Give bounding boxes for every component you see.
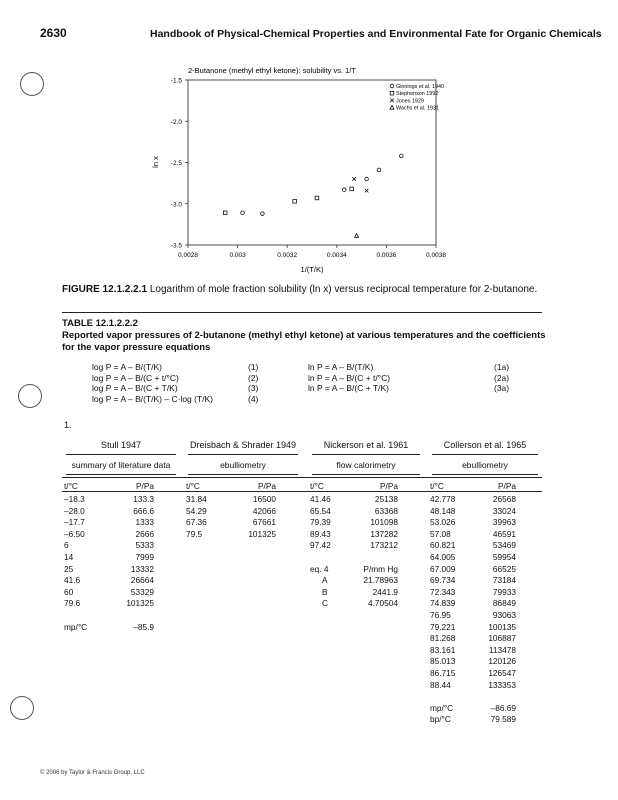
group-title: Stull 1947	[100, 440, 142, 450]
group-method: ebulliometry	[220, 460, 266, 470]
table-cell: 21.78963	[363, 575, 398, 586]
table-cell: 2441.9	[372, 586, 398, 597]
table-cell: 5333	[135, 540, 154, 551]
table-cell: 89.43	[310, 528, 331, 539]
table-label: TABLE 12.1.2.2.2	[62, 318, 138, 329]
data-point	[223, 211, 227, 215]
table-cell: 106887	[488, 633, 516, 644]
table-cell: 13332	[130, 563, 154, 574]
table-cell: 42066	[252, 505, 276, 516]
table-cell: 101325	[248, 528, 276, 539]
table-top-rule	[62, 312, 542, 313]
table-cell: 46591	[492, 528, 516, 539]
group-title-rule	[188, 454, 298, 455]
y-tick-label: -1.5	[170, 77, 182, 85]
table-cell: 67661	[252, 517, 276, 528]
table-cell: 74.839	[430, 598, 456, 609]
table-cell: 133.3	[133, 494, 154, 504]
y-tick-label: -3.5	[170, 242, 182, 250]
page-number: 2630	[40, 26, 67, 40]
legend-entry: Ginnings et al. 1940	[396, 84, 444, 90]
data-point	[399, 154, 403, 158]
table-cell: 79.589	[490, 714, 516, 725]
table-cell: 64.005	[430, 552, 456, 562]
table-cell: –6.50	[64, 528, 85, 539]
table-cell: 101325	[126, 598, 154, 609]
table-cell: 48.148	[430, 505, 456, 516]
chart-title: 2-Butanone (methyl ethyl ketone): solubility vs. 1/T	[188, 66, 356, 75]
table-cell: 67.009	[430, 563, 456, 574]
table-cell: 26664	[130, 575, 154, 586]
table-cell: 126547	[488, 668, 516, 678]
table-cell: 4.70504	[368, 598, 398, 609]
table-cell: 93063	[492, 610, 516, 620]
table-cell: 41.6	[64, 575, 81, 586]
table-cell: 6	[64, 540, 69, 551]
table-cell: 66525	[492, 563, 516, 574]
table-cell: 73184	[492, 575, 516, 586]
table-cell: –85.9	[133, 621, 154, 632]
equation-number: (4)	[248, 393, 259, 404]
group-method: summary of literature data	[71, 460, 171, 470]
group-title-rule	[432, 454, 538, 455]
table-cell: 101098	[370, 517, 398, 528]
solubility-chart	[140, 60, 460, 280]
table-cell: 81.268	[430, 633, 456, 644]
data-point	[350, 187, 354, 191]
equation: log P = A – B/(C + t/°C)	[92, 372, 179, 383]
punch-hole	[10, 696, 34, 720]
table-cell: C	[322, 598, 328, 609]
x-tick-label: 0.003	[229, 252, 246, 259]
punch-hole	[20, 72, 44, 96]
table-subheader-rule	[62, 491, 542, 492]
table-cell: 79933	[492, 586, 516, 597]
punch-hole	[18, 384, 42, 408]
table-cell: 41.46	[310, 494, 331, 504]
table-cell: 60.821	[430, 540, 456, 551]
data-point	[355, 234, 359, 238]
group-method-rule	[66, 474, 176, 475]
table-cell: 79.39	[310, 517, 331, 528]
table-cell: mp/°C	[430, 702, 454, 713]
table-cell: 72.343	[430, 586, 456, 597]
table-cell: 76.95	[430, 610, 451, 620]
x-tick-label: 0.0034	[326, 252, 347, 259]
table-cell: –17.7	[64, 517, 85, 528]
table-cell: 1333	[135, 517, 154, 528]
legend-marker	[390, 84, 394, 88]
table-cell: –86.69	[490, 702, 516, 713]
table-cell: 88.44	[430, 679, 451, 690]
equation: ln P = A – B/(C + t/°C)	[308, 372, 391, 383]
table-cell: 79.5	[186, 528, 203, 539]
table-cell: 83.161	[430, 644, 456, 655]
table-cell: P/mm Hg	[363, 563, 398, 574]
table-cell: 7999	[135, 552, 154, 562]
table-cell: 86.715	[430, 668, 456, 678]
data-point	[261, 212, 265, 216]
column-header: t/°C	[430, 481, 444, 491]
copyright: © 2006 by Taylor & Francis Group, LLC	[40, 770, 145, 776]
table-cell: 53329	[130, 586, 154, 597]
x-tick-label: 0.0028	[178, 252, 198, 259]
group-title-rule	[312, 454, 420, 455]
equation: ln P = A – B/(T/K)	[308, 362, 374, 372]
equation-number: (2a)	[494, 372, 510, 383]
table-cell: B	[322, 586, 328, 597]
data-point	[315, 196, 319, 200]
table-cell: 60	[64, 586, 74, 597]
legend-marker	[390, 105, 394, 109]
y-axis-label: ln x	[151, 156, 160, 168]
column-header: P/Pa	[258, 481, 276, 491]
table-cell: eq. 4	[310, 563, 329, 574]
table-cell: 173212	[370, 540, 398, 551]
table-cell: –18.3	[64, 494, 85, 504]
table-cell: 120126	[488, 656, 516, 667]
equation: log P = A – B/(T/K)	[92, 362, 163, 372]
group-method-rule	[432, 474, 538, 475]
column-header: P/Pa	[498, 481, 516, 491]
table-cell: 53469	[492, 540, 516, 551]
x-tick-label: 0.0036	[376, 252, 397, 259]
data-point	[342, 188, 346, 192]
column-header: P/Pa	[136, 481, 154, 491]
table-cell: 79.6	[64, 598, 81, 609]
x-tick-label: 0.0032	[277, 252, 298, 259]
legend-entry: Jones 1929	[396, 98, 424, 105]
table-cell: 97.42	[310, 540, 331, 551]
group-method: ebulliometry	[462, 460, 508, 470]
legend-entry: Stephenson 1992	[396, 91, 439, 98]
table-cell: 79.221	[430, 621, 456, 632]
table-cell: 33024	[492, 505, 516, 516]
table-description: Reported vapor pressures of 2-butanone (methyl ethyl ketone) at various temperatures and the coefficients for the vapor pressure equations	[62, 330, 546, 353]
group-method-rule	[312, 474, 420, 475]
table-cell: 54.29	[186, 505, 207, 516]
table-cell: 31.84	[186, 494, 207, 504]
table-cell: 113478	[488, 644, 516, 655]
table-cell: 39963	[492, 517, 516, 528]
table-cell: 69.734	[430, 575, 456, 586]
table-cell: 53.026	[430, 517, 456, 528]
data-point	[293, 199, 297, 203]
table-cell: bp/°C	[430, 714, 451, 725]
table-cell: 57.08	[430, 528, 451, 539]
table-cell: 85.013	[430, 656, 456, 667]
section-number: 1.	[64, 420, 72, 430]
table-cell: 137282	[370, 528, 398, 539]
group-title-rule	[66, 454, 176, 455]
data-point	[352, 177, 356, 181]
table-cell: 14	[64, 552, 74, 562]
table-cell: 666.6	[133, 505, 154, 516]
table-cell: A	[322, 575, 328, 586]
group-title: Dreisbach & Shrader 1949	[189, 440, 297, 450]
table-cell: –28.0	[64, 505, 85, 516]
x-axis-label: 1/(T/K)	[300, 265, 324, 274]
column-header: P/Pa	[380, 481, 398, 491]
data-point	[377, 168, 381, 172]
table-cell: 63368	[374, 505, 398, 516]
group-title: Collerson et al. 1965	[443, 440, 527, 450]
table-cell: mp/°C	[64, 621, 88, 632]
table-cell: 59954	[492, 552, 516, 562]
legend-entry: Wachs et al. 1931	[396, 105, 439, 112]
y-tick-label: -3.0	[170, 201, 182, 209]
y-tick-label: -2.5	[170, 160, 182, 167]
column-header: t/°C	[310, 481, 324, 491]
equation: log P = A – B/(C + T/K)	[92, 383, 178, 393]
column-header: t/°C	[64, 481, 78, 491]
equation-number: (1a)	[494, 362, 510, 372]
legend-marker	[390, 91, 394, 95]
equation-number: (1)	[248, 362, 259, 372]
table-cell: 133353	[488, 679, 516, 690]
data-point	[365, 189, 369, 193]
running-head: Handbook of Physical-Chemical Properties and Environmental Fate for Organic Chemicals	[150, 28, 602, 40]
table-header-rule	[62, 477, 542, 478]
table-cell: 67.36	[186, 517, 207, 528]
y-tick-label: -2.0	[170, 118, 182, 126]
group-title: Nickerson et al. 1961	[323, 440, 409, 450]
group-method: flow calorimetry	[336, 460, 396, 470]
table-cell: 2666	[135, 528, 154, 539]
x-tick-label: 0.0038	[426, 252, 446, 259]
equation-number: (3a)	[494, 383, 510, 393]
column-header: t/°C	[186, 481, 200, 491]
equation: log P = A – B/(T/K) – C·log (T/K)	[92, 393, 214, 404]
equation-number: (2)	[248, 372, 259, 383]
legend-marker	[390, 99, 394, 103]
table-cell: 25138	[374, 494, 398, 504]
table-cell: 16500	[252, 494, 276, 504]
figure-caption-text: Logarithm of mole fraction solubility (ln x) versus reciprocal temperature for 2-butanone.	[149, 284, 538, 295]
table-cell: 86849	[492, 598, 516, 609]
table-cell: 100135	[488, 621, 516, 632]
data-point	[365, 177, 369, 181]
table-cell: 26568	[492, 494, 516, 504]
table-cell: 65.54	[310, 505, 331, 516]
data-point	[241, 211, 245, 215]
figure-label: FIGURE 12.1.2.2.1	[62, 284, 148, 295]
equation-number: (3)	[248, 383, 259, 393]
equation: ln P = A – B/(C + T/K)	[308, 383, 389, 393]
figure-caption	[62, 284, 537, 295]
table-cell: 25	[64, 563, 74, 574]
table-cell: 42.778	[430, 494, 456, 504]
group-method-rule	[188, 474, 298, 475]
